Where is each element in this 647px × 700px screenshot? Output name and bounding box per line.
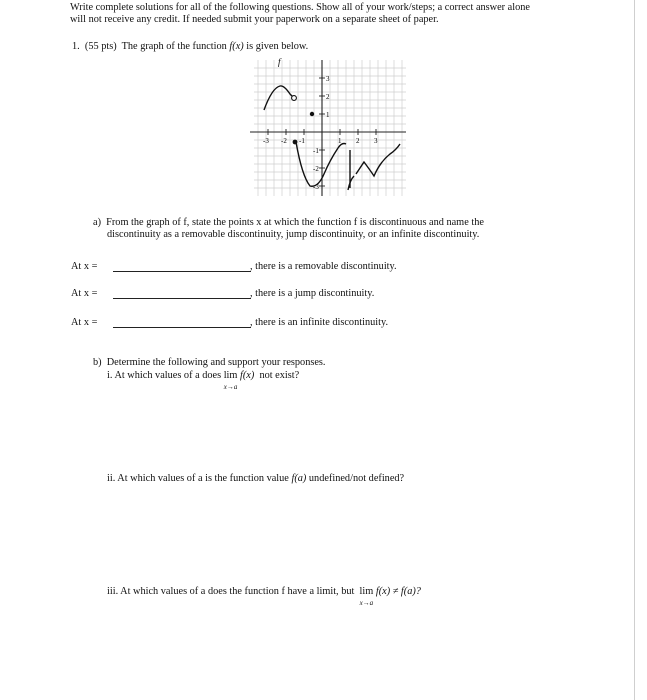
problem-stem-post: is given below. [246, 41, 309, 52]
part-b-intro [93, 357, 326, 369]
q1-lim-sub: x→a [223, 383, 238, 391]
q3-pre: iii. At which values of a does the function f have a limit, but [107, 586, 355, 597]
x-tick-label: -3 [263, 137, 269, 145]
part-a-label: a) [93, 217, 101, 228]
answer-row-1-prefix: At x = [71, 261, 98, 272]
x-tick-label: 3 [374, 137, 378, 145]
instructions-line-2: will not receive any credit. If needed submit your paperwork on a separate sheet of paper. [70, 14, 439, 25]
part-b-label: b) [93, 357, 102, 368]
answer-row-3-suffix: , there is an infinite discontinuity. [250, 317, 389, 328]
part-b-question-3 [107, 586, 421, 607]
curve-left-branch [264, 86, 294, 110]
x-tick-label: 2 [356, 137, 360, 145]
part-a-line-1 [93, 217, 484, 229]
problem-stem-func: f(x) [229, 41, 244, 52]
closed-point [293, 140, 298, 145]
part-b-question-1 [107, 370, 300, 391]
q3-lim-word: lim [359, 586, 374, 597]
x-tick-label: -2 [281, 137, 287, 145]
y-tick-label: -1 [313, 147, 319, 155]
q1-expr: f(x) [240, 370, 255, 381]
q2-expr: f(a) [291, 473, 307, 484]
q3-lim-sub: x→a [359, 599, 374, 607]
answer-row-3-prefix: At x = [71, 317, 98, 328]
y-tick-label: 2 [326, 93, 330, 101]
q1-pre: i. At which values of a does [107, 370, 222, 381]
graph-grid [254, 60, 406, 196]
q1-limit [223, 370, 238, 391]
part-b-intro-text: Determine the following and support your responses. [106, 357, 326, 368]
part-b-question-2 [107, 473, 404, 485]
answer-row-2-suffix: , there is a jump discontinuity. [250, 288, 375, 299]
answer-row-1-suffix: , there is a removable discontinuity. [250, 261, 397, 272]
answer-row-2-prefix: At x = [71, 288, 98, 299]
curve-label: f [278, 58, 281, 67]
problem-1-stem [72, 41, 308, 53]
q2-post: undefined/not defined? [308, 473, 405, 484]
isolated-point [310, 112, 314, 116]
q3-limit [359, 586, 374, 607]
q1-lim-word: lim [223, 370, 238, 381]
problem-stem-pre: The graph of the function [121, 41, 227, 52]
x-tick-label: 1 [338, 137, 342, 145]
y-tick-label: -2 [313, 165, 319, 173]
y-tick-label: 3 [326, 75, 330, 83]
part-a-line-2: discontinuity as a removable discontinuity, jump discontinuity, or an infinite discontinuity. [107, 229, 480, 240]
q3-expr: f(x) ≠ f(a)? [375, 586, 421, 597]
function-graph [250, 58, 410, 198]
q2-pre: ii. At which values of a is the function value [107, 473, 289, 484]
problem-number: 1. [72, 41, 80, 52]
answer-blank-jump[interactable] [113, 298, 251, 299]
x-tick-label: -1 [299, 137, 305, 145]
answer-blank-removable[interactable] [113, 271, 251, 272]
q1-post: not exist? [259, 370, 300, 381]
y-tick-label: -3 [313, 183, 319, 191]
instructions-line-1: Write complete solutions for all of the following questions. Show all of your work/steps; a correct answer alone [70, 2, 530, 13]
y-tick-label: 1 [326, 111, 330, 119]
part-a-text-1: From the graph of f, state the points x at which the function f is discontinuous and name the [106, 217, 484, 228]
answer-blank-infinite[interactable] [113, 327, 251, 328]
open-point [292, 96, 297, 101]
problem-points: (55 pts) [84, 41, 117, 52]
